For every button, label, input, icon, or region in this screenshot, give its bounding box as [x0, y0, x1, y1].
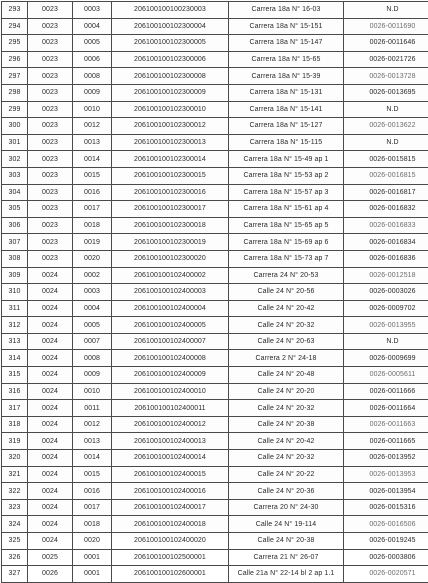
row-number-cell: 327	[2, 566, 28, 583]
row-number-cell: 297	[2, 68, 28, 85]
address-cell: Carrera 18a N° 15-115	[229, 134, 344, 151]
table-row	[2, 284, 428, 301]
reference-cell: N.D	[344, 134, 428, 151]
address-cell: Carrera 18a N° 15-57 ap 3	[229, 184, 344, 201]
cadastral-code-cell: 206100100102400005	[112, 317, 229, 334]
lot-code-cell: 0004	[73, 18, 112, 35]
row-number-cell: 317	[2, 400, 28, 417]
table-row	[2, 267, 428, 284]
cadastral-code-cell: 206100100102300019	[112, 234, 229, 251]
cadastral-code-cell: 206100100102400020	[112, 533, 229, 550]
block-code-cell: 0023	[28, 250, 73, 267]
reference-cell: 0026-0013955	[344, 317, 428, 334]
row-number-cell: 326	[2, 549, 28, 566]
cadastral-code-cell: 206100100102300018	[112, 217, 229, 234]
reference-cell: 0026-0003026	[344, 284, 428, 301]
address-cell: Calle 24 N° 20-42	[229, 433, 344, 450]
lot-code-cell: 0005	[73, 317, 112, 334]
lot-code-cell: 0013	[73, 134, 112, 151]
row-number-cell: 315	[2, 367, 28, 384]
lot-code-cell: 0006	[73, 51, 112, 68]
block-code-cell: 0024	[28, 433, 73, 450]
block-code-cell: 0024	[28, 400, 73, 417]
lot-code-cell: 0008	[73, 350, 112, 367]
table-row	[2, 416, 428, 433]
row-number-cell: 323	[2, 499, 28, 516]
reference-cell: 0026-0009699	[344, 350, 428, 367]
reference-cell: 0026-0016506	[344, 516, 428, 533]
table-row	[2, 18, 428, 35]
row-number-cell: 302	[2, 151, 28, 168]
table-row	[2, 499, 428, 516]
table-row	[2, 333, 428, 350]
table-row	[2, 184, 428, 201]
reference-cell: N.D	[344, 101, 428, 118]
table-row	[2, 35, 428, 52]
lot-code-cell: 0007	[73, 333, 112, 350]
row-number-cell: 309	[2, 267, 28, 284]
block-code-cell: 0024	[28, 367, 73, 384]
block-code-cell: 0024	[28, 333, 73, 350]
row-number-cell: 293	[2, 2, 28, 19]
address-cell: Calle 24 N° 20-22	[229, 466, 344, 483]
reference-cell: 0026-0016817	[344, 184, 428, 201]
address-cell: Calle 24 N° 20-38	[229, 533, 344, 550]
row-number-cell: 306	[2, 217, 28, 234]
cadastral-code-cell: 206100100102400002	[112, 267, 229, 284]
block-code-cell: 0024	[28, 267, 73, 284]
reference-cell: 0026-0011690	[344, 18, 428, 35]
table-row	[2, 317, 428, 334]
reference-cell: 0026-0003806	[344, 549, 428, 566]
block-code-cell: 0024	[28, 383, 73, 400]
cadastral-code-cell: 206100100102300016	[112, 184, 229, 201]
lot-code-cell: 0015	[73, 466, 112, 483]
row-number-cell: 325	[2, 533, 28, 550]
row-number-cell: 295	[2, 35, 28, 52]
reference-cell: 0026-0011646	[344, 35, 428, 52]
address-cell: Calle 24 N° 20-32	[229, 317, 344, 334]
address-cell: Carrera 18a N° 15-65 ap 5	[229, 217, 344, 234]
row-number-cell: 311	[2, 300, 28, 317]
reference-cell: 0026-0013728	[344, 68, 428, 85]
lot-code-cell: 0010	[73, 383, 112, 400]
lot-code-cell: 0001	[73, 566, 112, 583]
address-cell: Carrera 21 N° 26-07	[229, 549, 344, 566]
block-code-cell: 0025	[28, 549, 73, 566]
table-row	[2, 134, 428, 151]
row-number-cell: 322	[2, 483, 28, 500]
address-cell: Carrera 18a N° 15-147	[229, 35, 344, 52]
table-row	[2, 516, 428, 533]
row-number-cell: 304	[2, 184, 28, 201]
table-row	[2, 533, 428, 550]
table-body	[2, 2, 428, 583]
cadastral-code-cell: 206100100102300015	[112, 167, 229, 184]
lot-code-cell: 0002	[73, 267, 112, 284]
row-number-cell: 310	[2, 284, 28, 301]
cadastral-code-cell: 206100100102500001	[112, 549, 229, 566]
block-code-cell: 0023	[28, 151, 73, 168]
cadastral-code-cell: 206100100102300004	[112, 18, 229, 35]
reference-cell: 0026-0016833	[344, 217, 428, 234]
cadastral-code-cell: 206100100102300009	[112, 84, 229, 101]
lot-code-cell: 0004	[73, 300, 112, 317]
address-cell: Calle 24 N° 20-56	[229, 284, 344, 301]
table-row	[2, 250, 428, 267]
table-row	[2, 201, 428, 218]
block-code-cell: 0026	[28, 566, 73, 583]
lot-code-cell: 0019	[73, 234, 112, 251]
block-code-cell: 0024	[28, 483, 73, 500]
block-code-cell: 0024	[28, 284, 73, 301]
block-code-cell: 0024	[28, 416, 73, 433]
address-cell: Carrera 20 N° 24-30	[229, 499, 344, 516]
reference-cell: N.D	[344, 2, 428, 19]
address-cell: Carrera 18a N° 15-141	[229, 101, 344, 118]
block-code-cell: 0024	[28, 317, 73, 334]
row-number-cell: 305	[2, 201, 28, 218]
block-code-cell: 0023	[28, 167, 73, 184]
table-row	[2, 151, 428, 168]
lot-code-cell: 0017	[73, 499, 112, 516]
block-code-cell: 0023	[28, 51, 73, 68]
cadastral-code-cell: 206100100102300010	[112, 101, 229, 118]
address-cell: Calle 24 N° 20-32	[229, 400, 344, 417]
lot-code-cell: 0001	[73, 549, 112, 566]
lot-code-cell: 0009	[73, 84, 112, 101]
block-code-cell: 0023	[28, 201, 73, 218]
cadastral-code-cell: 206100100102400004	[112, 300, 229, 317]
cadastral-code-cell: 206100100102400014	[112, 450, 229, 467]
reference-cell: 0026-0011666	[344, 383, 428, 400]
reference-cell: 0026-0015316	[344, 499, 428, 516]
block-code-cell: 0023	[28, 118, 73, 135]
address-cell: Calle 21a N° 22-14 bl 2 ap 1.1	[229, 566, 344, 583]
row-number-cell: 307	[2, 234, 28, 251]
cadastral-code-cell: 206100100102300005	[112, 35, 229, 52]
table-row	[2, 51, 428, 68]
block-code-cell: 0024	[28, 466, 73, 483]
row-number-cell: 319	[2, 433, 28, 450]
reference-cell: 0026-0012518	[344, 267, 428, 284]
property-table	[1, 1, 428, 583]
lot-code-cell: 0020	[73, 250, 112, 267]
lot-code-cell: 0016	[73, 184, 112, 201]
reference-cell: 0026-0016834	[344, 234, 428, 251]
address-cell: Carrera 18a N° 15-131	[229, 84, 344, 101]
row-number-cell: 301	[2, 134, 28, 151]
row-number-cell: 303	[2, 167, 28, 184]
lot-code-cell: 0011	[73, 400, 112, 417]
cadastral-code-cell: 206100100102400015	[112, 466, 229, 483]
cadastral-code-cell: 206100100102300020	[112, 250, 229, 267]
lot-code-cell: 0008	[73, 68, 112, 85]
reference-cell: 0026-0021726	[344, 51, 428, 68]
row-number-cell: 300	[2, 118, 28, 135]
address-cell: Calle 24 N° 20-20	[229, 383, 344, 400]
row-number-cell: 316	[2, 383, 28, 400]
reference-cell: 0026-0013695	[344, 84, 428, 101]
block-code-cell: 0023	[28, 217, 73, 234]
table-row	[2, 483, 428, 500]
cadastral-code-cell: 206100100100230003	[112, 2, 229, 19]
block-code-cell: 0024	[28, 450, 73, 467]
table-row	[2, 101, 428, 118]
lot-code-cell: 0012	[73, 416, 112, 433]
lot-code-cell: 0017	[73, 201, 112, 218]
cadastral-code-cell: 206100100102400018	[112, 516, 229, 533]
block-code-cell: 0023	[28, 101, 73, 118]
row-number-cell: 299	[2, 101, 28, 118]
block-code-cell: 0023	[28, 18, 73, 35]
lot-code-cell: 0010	[73, 101, 112, 118]
address-cell: Carrera 18a N° 15-53 ap 2	[229, 167, 344, 184]
table-row	[2, 367, 428, 384]
lot-code-cell: 0020	[73, 533, 112, 550]
table-row	[2, 167, 428, 184]
reference-cell: 0026-0016832	[344, 201, 428, 218]
row-number-cell: 294	[2, 18, 28, 35]
cadastral-code-cell: 206100100102400012	[112, 416, 229, 433]
table-row	[2, 68, 428, 85]
reference-cell: 0026-0019245	[344, 533, 428, 550]
address-cell: Carrera 2 N° 24-18	[229, 350, 344, 367]
table-row	[2, 383, 428, 400]
block-code-cell: 0024	[28, 499, 73, 516]
table-row	[2, 350, 428, 367]
lot-code-cell: 0015	[73, 167, 112, 184]
cadastral-code-cell: 206100100102600001	[112, 566, 229, 583]
reference-cell: 0026-0020571	[344, 566, 428, 583]
cadastral-code-cell: 206100100102400013	[112, 433, 229, 450]
block-code-cell: 0024	[28, 533, 73, 550]
address-cell: Carrera 18a N° 15-61 ap 4	[229, 201, 344, 218]
reference-cell: 0026-0011664	[344, 400, 428, 417]
lot-code-cell: 0003	[73, 2, 112, 19]
table-row	[2, 118, 428, 135]
address-cell: Calle 24 N° 19-114	[229, 516, 344, 533]
reference-cell: 0026-0013952	[344, 450, 428, 467]
reference-cell: 0026-0009702	[344, 300, 428, 317]
lot-code-cell: 0016	[73, 483, 112, 500]
table-row	[2, 450, 428, 467]
lot-code-cell: 0014	[73, 151, 112, 168]
reference-cell: 0026-0016815	[344, 167, 428, 184]
reference-cell: 0026-0013954	[344, 483, 428, 500]
address-cell: Calle 24 N° 20-48	[229, 367, 344, 384]
row-number-cell: 296	[2, 51, 28, 68]
address-cell: Carrera 18a N° 15-39	[229, 68, 344, 85]
cadastral-code-cell: 206100100102400007	[112, 333, 229, 350]
address-cell: Carrera 24 N° 20-53	[229, 267, 344, 284]
reference-cell: 0026-0011663	[344, 416, 428, 433]
row-number-cell: 321	[2, 466, 28, 483]
lot-code-cell: 0018	[73, 516, 112, 533]
table-row	[2, 433, 428, 450]
address-cell: Carrera 18a N° 15-69 ap 6	[229, 234, 344, 251]
address-cell: Carrera 18a N° 15-49 ap 1	[229, 151, 344, 168]
address-cell: Carrera 18a N° 15-73 ap 7	[229, 250, 344, 267]
address-cell: Carrera 18a N° 16-03	[229, 2, 344, 19]
reference-cell: 0026-0011665	[344, 433, 428, 450]
cadastral-code-cell: 206100100102400010	[112, 383, 229, 400]
lot-code-cell: 0009	[73, 367, 112, 384]
address-cell: Calle 24 N° 20-63	[229, 333, 344, 350]
row-number-cell: 318	[2, 416, 28, 433]
address-cell: Carrera 18a N° 15-127	[229, 118, 344, 135]
block-code-cell: 0023	[28, 35, 73, 52]
cadastral-code-cell: 206100100102300006	[112, 51, 229, 68]
row-number-cell: 298	[2, 84, 28, 101]
cadastral-code-cell: 206100100102400017	[112, 499, 229, 516]
reference-cell: 0026-0013953	[344, 466, 428, 483]
row-number-cell: 312	[2, 317, 28, 334]
block-code-cell: 0023	[28, 68, 73, 85]
reference-cell: 0026-0016836	[344, 250, 428, 267]
cadastral-code-cell: 206100100102300014	[112, 151, 229, 168]
cadastral-code-cell: 206100100102400008	[112, 350, 229, 367]
table-row	[2, 549, 428, 566]
cadastral-code-cell: 206100100102300013	[112, 134, 229, 151]
address-cell: Calle 24 N° 20-38	[229, 416, 344, 433]
address-cell: Carrera 18a N° 15-151	[229, 18, 344, 35]
address-cell: Calle 24 N° 20-36	[229, 483, 344, 500]
lot-code-cell: 0005	[73, 35, 112, 52]
cadastral-code-cell: 206100100102300008	[112, 68, 229, 85]
block-code-cell: 0023	[28, 2, 73, 19]
table-row	[2, 2, 428, 19]
block-code-cell: 0023	[28, 234, 73, 251]
reference-cell: N.D	[344, 333, 428, 350]
table-row	[2, 217, 428, 234]
cadastral-code-cell: 206100100102300012	[112, 118, 229, 135]
address-cell: Calle 24 N° 20-32	[229, 450, 344, 467]
lot-code-cell: 0013	[73, 433, 112, 450]
cadastral-code-cell: 206100100102400009	[112, 367, 229, 384]
table-row	[2, 234, 428, 251]
block-code-cell: 0023	[28, 84, 73, 101]
cadastral-code-cell: 206100100102300017	[112, 201, 229, 218]
lot-code-cell: 0018	[73, 217, 112, 234]
block-code-cell: 0023	[28, 134, 73, 151]
block-code-cell: 0024	[28, 350, 73, 367]
table-row	[2, 84, 428, 101]
row-number-cell: 324	[2, 516, 28, 533]
lot-code-cell: 0014	[73, 450, 112, 467]
address-cell: Carrera 18a N° 15-65	[229, 51, 344, 68]
table-row	[2, 300, 428, 317]
block-code-cell: 0024	[28, 516, 73, 533]
row-number-cell: 320	[2, 450, 28, 467]
block-code-cell: 0023	[28, 184, 73, 201]
row-number-cell: 308	[2, 250, 28, 267]
lot-code-cell: 0012	[73, 118, 112, 135]
cadastral-code-cell: 206100100102400016	[112, 483, 229, 500]
cadastral-code-cell: 206100100102400003	[112, 284, 229, 301]
reference-cell: 0026-0013622	[344, 118, 428, 135]
cadastral-code-cell: 206100100102400011	[112, 400, 229, 417]
block-code-cell: 0024	[28, 300, 73, 317]
table-row	[2, 400, 428, 417]
table-row	[2, 466, 428, 483]
table-row	[2, 566, 428, 583]
row-number-cell: 313	[2, 333, 28, 350]
reference-cell: 0026-0005611	[344, 367, 428, 384]
address-cell: Calle 24 N° 20-42	[229, 300, 344, 317]
lot-code-cell: 0003	[73, 284, 112, 301]
reference-cell: 0026-0015815	[344, 151, 428, 168]
row-number-cell: 314	[2, 350, 28, 367]
